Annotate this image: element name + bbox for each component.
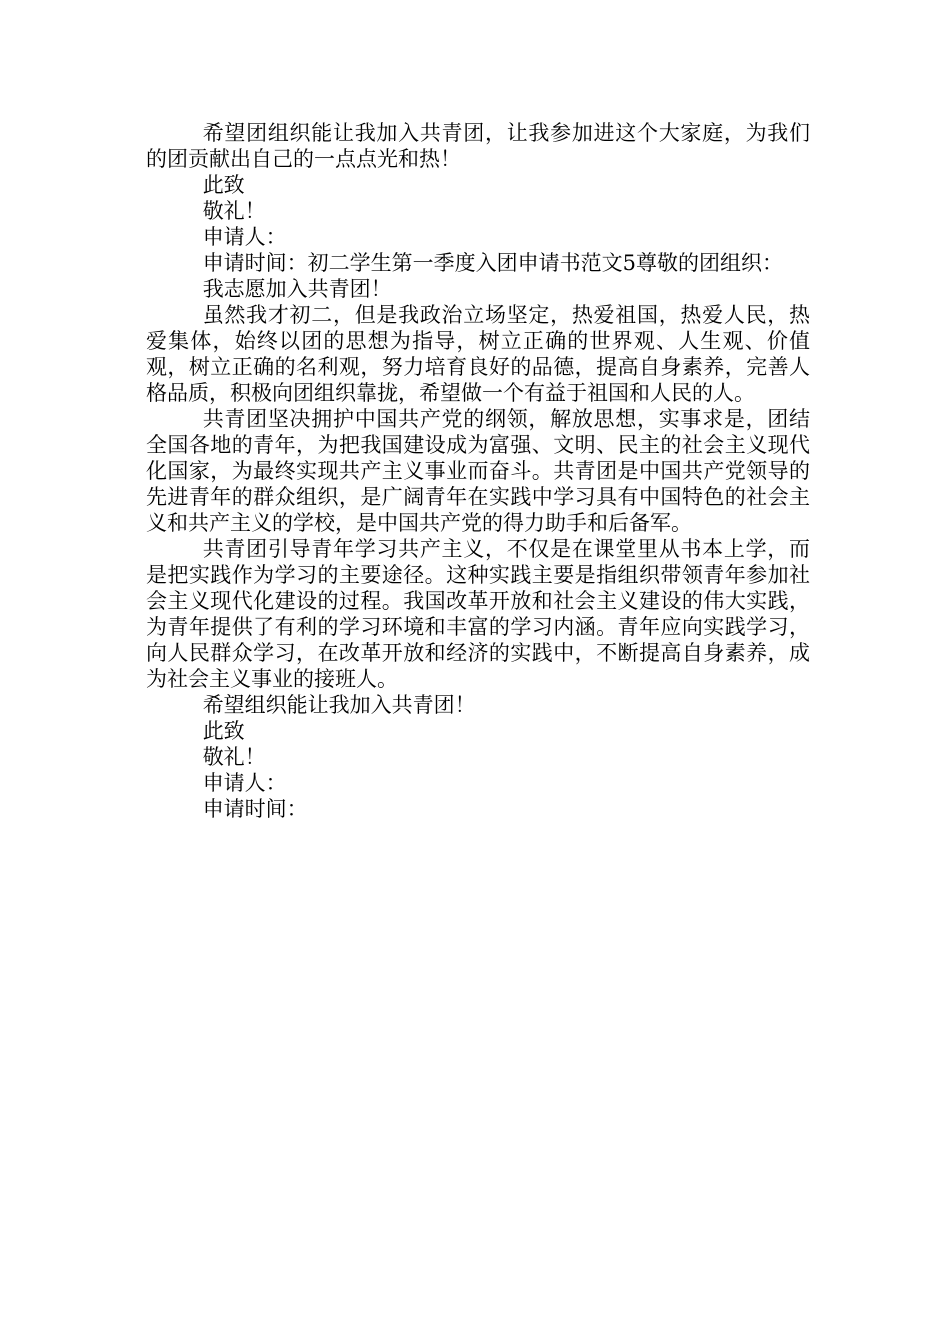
applicant-label: 申请人： [202,225,287,249]
application-time-and-new-heading: 申请时间：初二学生第一季度入团申请书范文5尊敬的团组织： [202,251,784,275]
applicant-label-2: 申请人： [202,771,287,795]
closing-jingli: 敬礼！ [202,199,266,223]
paragraph-grade-two: 虽然我才初二，但是我政治立场坚定，热爱祖国，热爱人民，热爱集体，始终以团的思想为指导，树立正确的世界观、人生观、价值观，树立正确的名利观，努力培育良好的品德，提高自身素养，完善人格品质，积极向团组织靠拢，希望做一个有益于祖国和人民的人。 [146,303,810,405]
closing-jingli-2: 敬礼！ [202,745,266,769]
document-body [146,120,810,822]
application-time-label-2: 申请时间： [202,797,308,821]
paragraph-volunteer: 我志愿加入共青团！ [202,277,392,301]
paragraph-league-supports-party: 共青团坚决拥护中国共产党的纲领，解放思想，实事求是，团结全国各地的青年，为把我国建设成为富强、文明、民主的社会主义现代化国家，为最终实现共产主义事业而奋斗。共青团是中国共产党领导的先进青年的群众组织，是广阔青年在实践中学习具有中国特色的社会主义和共产主义的学校，是中国共产党的得力助手和后备军。 [146,407,810,535]
paragraph-hope-join: 希望团组织能让我加入共青团，让我参加进这个大家庭，为我们的团贡献出自己的一点点光和热！ [146,121,810,171]
closing-cizhi-2: 此致 [202,719,245,743]
closing-cizhi: 此致 [202,173,245,197]
paragraph-league-guides-youth: 共青团引导青年学习共产主义，不仅是在课堂里从书本上学，而是把实践作为学习的主要途径。这种实践主要是指组织带领青年参加社会主义现代化建设的过程。我国改革开放和社会主义建设的伟大实践，为青年提供了有利的学习环境和丰富的学习内涵。青年应向实践学习，向人民群众学习，在改革开放和经济的实践中，不断提高自身素养，成为社会主义事业的接班人。 [146,537,810,691]
paragraph-hope-organization: 希望组织能让我加入共青团！ [202,693,476,717]
